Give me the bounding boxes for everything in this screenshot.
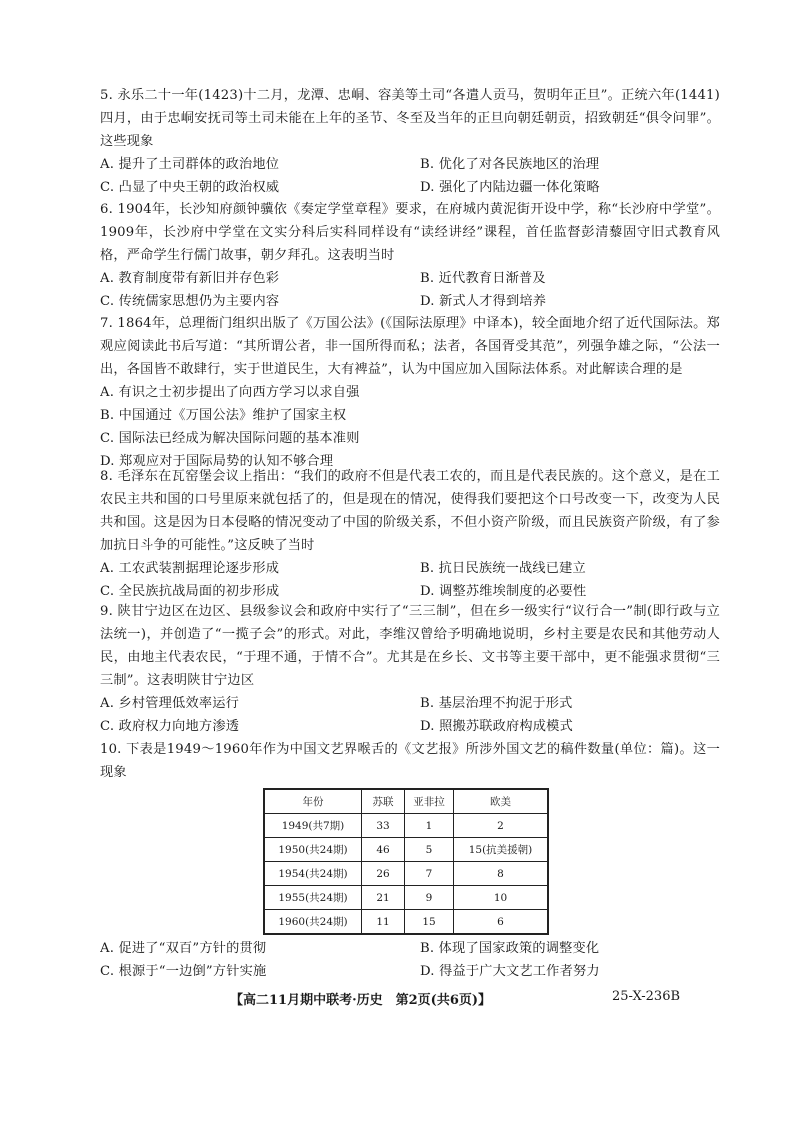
cell-year: 1960(共24期) xyxy=(264,910,362,935)
article-count-table xyxy=(263,788,549,935)
question-stem: 8. 毛泽东在瓦窑堡会议上指出：“我们的政府不但是代表工农的，而且是代表民族的。这个意义，是在工农民主共和国的口号里原来就包括了的，但是现在的情况，使得我们要把这个口号改变一下，改变为人民共和国。这是因为日本侵略的情况变动了中国的阶级关系，不但小资产阶级，而且民族资产阶级，有了参加抗日斗争的可能性。”这反映了当时 xyxy=(100,469,720,553)
option-c[interactable]: C. 全民族抗战局面的初步形成 xyxy=(100,584,280,599)
cell-europe-america: 8 xyxy=(454,862,549,886)
option-b[interactable]: B. 近代教育日渐普及 xyxy=(420,271,546,286)
table-row xyxy=(264,862,548,886)
cell-year: 1955(共24期) xyxy=(264,886,362,910)
cell-asia-africa-latam: 9 xyxy=(405,886,454,910)
cell-ussr: 21 xyxy=(362,886,405,910)
header-ussr: 苏联 xyxy=(362,789,405,814)
option-d[interactable]: D. 郑观应对于国际局势的认知不够合理 xyxy=(100,454,334,469)
question-5 xyxy=(100,84,720,199)
cell-ussr: 46 xyxy=(362,838,405,862)
option-b[interactable]: B. 中国通过《万国公法》维护了国家主权 xyxy=(100,408,347,423)
cell-europe-america: 10 xyxy=(454,886,549,910)
cell-asia-africa-latam: 15 xyxy=(405,910,454,935)
option-a[interactable]: A. 工农武装割据理论逐步形成 xyxy=(100,561,280,576)
question-stem: 9. 陕甘宁边区在边区、县级参议会和政府中实行了“三三制”，但在乡一级实行“议行合一”制(即行政与立法统一)，并创造了“一揽子会”的形式。对此，李维汉曾给予明确地说明，乡村主要是农民和其他劳动人民，由地主代表农民，“于理不通，于情不合”。尤其是在乡长、文书等主要干部中，更不能强求贯彻“三三制”。这表明陕甘宁边区 xyxy=(100,604,720,688)
option-a[interactable]: A. 促进了“双百”方针的贯彻 xyxy=(100,941,267,956)
paper-code: 25-X-236B xyxy=(612,989,681,1004)
option-c[interactable]: C. 政府权力向地方渗透 xyxy=(100,719,240,734)
option-c[interactable]: C. 国际法已经成为解决国际问题的基本准则 xyxy=(100,431,360,446)
cell-europe-america: 2 xyxy=(454,814,549,838)
question-7 xyxy=(100,312,720,473)
question-6 xyxy=(100,198,720,313)
option-b[interactable]: B. 抗日民族统一战线已建立 xyxy=(420,561,586,576)
option-a[interactable]: A. 教育制度带有新旧并存色彩 xyxy=(100,271,280,286)
table-row xyxy=(264,814,548,838)
option-a[interactable]: A. 有识之士初步提出了向西方学习以求自强 xyxy=(100,385,360,400)
cell-year: 1949(共7期) xyxy=(264,814,362,838)
option-d[interactable]: D. 调整苏维埃制度的必要性 xyxy=(420,584,587,599)
cell-ussr: 11 xyxy=(362,910,405,935)
table-row xyxy=(264,838,548,862)
option-d[interactable]: D. 照搬苏联政府构成模式 xyxy=(420,719,573,734)
option-d[interactable]: D. 强化了内陆边疆一体化策略 xyxy=(420,180,600,195)
option-b[interactable]: B. 优化了对各民族地区的治理 xyxy=(420,157,600,172)
option-d[interactable]: D. 新式人才得到培养 xyxy=(420,294,547,309)
option-a[interactable]: A. 提升了土司群体的政治地位 xyxy=(100,157,280,172)
cell-year: 1954(共24期) xyxy=(264,862,362,886)
header-europe-america: 欧美 xyxy=(454,789,549,814)
cell-asia-africa-latam: 7 xyxy=(405,862,454,886)
cell-europe-america: 15(抗美援朝) xyxy=(454,838,549,862)
question-stem: 10. 下表是1949～1960年作为中国文艺界喉舌的《文艺报》所涉外国文艺的稿件数量(单位：篇)。这一现象 xyxy=(100,742,720,780)
question-9 xyxy=(100,600,720,738)
table-row xyxy=(264,910,548,935)
cell-year: 1950(共24期) xyxy=(264,838,362,862)
header-year: 年份 xyxy=(264,789,362,814)
option-b[interactable]: B. 体现了国家政策的调整变化 xyxy=(420,941,600,956)
option-d[interactable]: D. 得益于广大文艺工作者努力 xyxy=(420,964,600,979)
table-row xyxy=(264,886,548,910)
header-asia-africa-latam: 亚非拉 xyxy=(405,789,454,814)
option-c[interactable]: C. 根源于“一边倒”方针实施 xyxy=(100,964,267,979)
question-10 xyxy=(100,738,720,784)
question-10-options xyxy=(100,937,720,983)
option-c[interactable]: C. 凸显了中央王朝的政治权威 xyxy=(100,180,280,195)
option-b[interactable]: B. 基层治理不拘泥于形式 xyxy=(420,696,573,711)
question-8 xyxy=(100,465,720,603)
page-footer-title: 【高二11月期中联考·历史 第2页(共6页)】 xyxy=(230,993,492,1008)
cell-ussr: 26 xyxy=(362,862,405,886)
question-stem: 6. 1904年，长沙知府颜钟骥依《奏定学堂章程》要求，在府城内黄泥街开设中学，称“长沙府中学堂”。1909年，长沙府中学堂在文实分科后实科同样设有“读经讲经”课程，首任监督彭清藜固守旧式教育风格，严命学生行儒门故事，朝夕拜孔。这表明当时 xyxy=(100,202,720,263)
table-header-row xyxy=(264,789,548,814)
cell-europe-america: 6 xyxy=(454,910,549,935)
cell-ussr: 33 xyxy=(362,814,405,838)
question-stem: 5. 永乐二十一年(1423)十二月，龙潭、忠峒、容美等土司“各遣人贡马，贺明年正旦”。正统六年(1441)四月，由于忠峒安抚司等土司未能在上年的圣节、冬至及当年的正旦向朝廷朝贡，招致朝廷“俱令问罪”。这些现象 xyxy=(100,88,720,149)
cell-asia-africa-latam: 1 xyxy=(405,814,454,838)
cell-asia-africa-latam: 5 xyxy=(405,838,454,862)
option-c[interactable]: C. 传统儒家思想仍为主要内容 xyxy=(100,294,280,309)
question-stem: 7. 1864年，总理衙门组织出版了《万国公法》(《国际法原理》中译本)，较全面地介绍了近代国际法。郑观应阅读此书后写道：“其所谓公者，非一国所得而私；法者，各国胥受其范”，列强争雄之际，“公法一出，各国皆不敢肆行，实于世道民生，大有裨益”，认为中国应加入国际法体系。对此解读合理的是 xyxy=(100,316,720,377)
option-a[interactable]: A. 乡村管理低效率运行 xyxy=(100,696,239,711)
